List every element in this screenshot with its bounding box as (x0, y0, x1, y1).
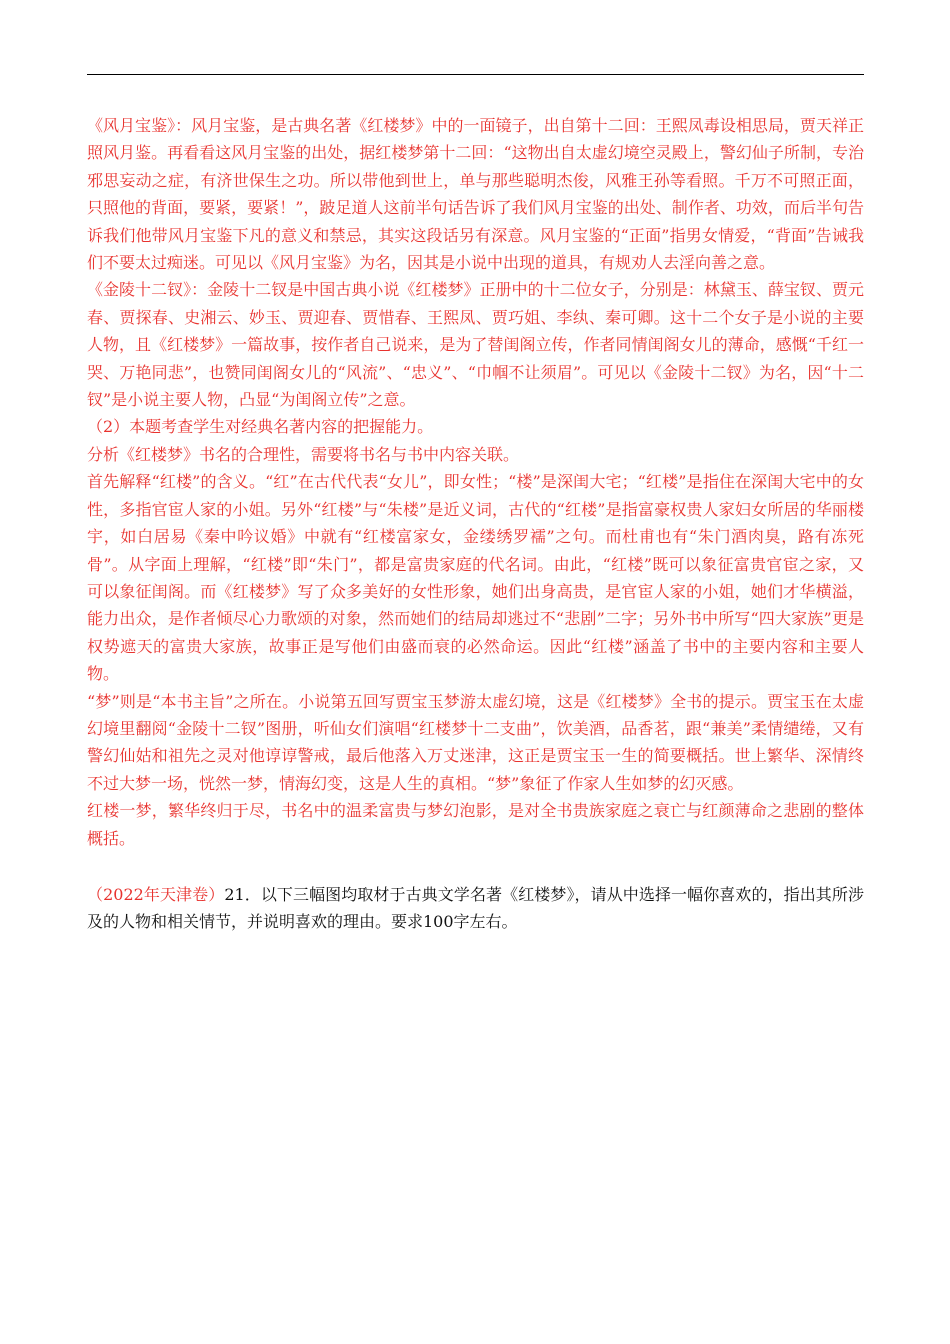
question-text: 21．以下三幅图均取材于古典文学名著《红楼梦》，请从中选择一幅你喜欢的，指出其所涉及的人物和相关情节，并说明喜欢的理由。要求100字左右。 (87, 884, 864, 932)
answer-paragraph-honglou-meaning: 首先解释“红楼”的含义。“红”在古代代表“女儿”，即女性；“楼”是深闺大宅；“红楼”是指住在深闺大宅中的女性，多指官宦人家的小姐。另外“红楼”与“朱楼”是近义词，古代的“红楼”是指富豪权贵人家妇女所居的华丽楼宇，如白居易《秦中吟议婚》中就有“红楼富家女，金缕绣罗襦”之句。而杜甫也有“朱门酒肉臭，路有冻死骨”。从字面上理解，“红楼”即“朱门”，都是富贵家庭的代名词。由此，“红楼”既可以象征富贵官宦之家，又可以象征闺阁。而《红楼梦》写了众多美好的女性形象，她们出身高贵，是官宦人家的小姐，她们才华横溢，能力出众，是作者倾尽心力歌颂的对象，然而她们的结局却逃过不“悲剧”二字；另外书中所写“四大家族”更是权势遮天的富贵大家族，故事正是写他们由盛而衰的必然命运。因此“红楼”涵盖了书中的主要内容和主要人物。 (87, 472, 864, 684)
answer-paragraph-meng-meaning: “梦”则是“本书主旨”之所在。小说第五回写贾宝玉梦游太虚幻境，这是《红楼梦》全书的提示。贾宝玉在太虚幻境里翻阅“金陵十二钗”图册，听仙女们演唱“红楼梦十二支曲”，饮美酒，品香茗，跟“兼美”柔情缱绻，又有警幻仙姑和祖先之灵对他谆谆警戒，最后他落入万丈迷津，这正是贾宝玉一生的简要概括。世上繁华、深情终不过大梦一场，恍然一梦，情海幻变，这是人生的真相。“梦”象征了作家人生如梦的幻灭感。 (87, 691, 864, 793)
document-body (87, 112, 864, 936)
answer-paragraph-analysis-intro: 分析《红楼梦》书名的合理性，需要将书名与书中内容关联。 (87, 444, 520, 464)
question-source: （2022年天津卷） (87, 884, 225, 904)
answer-paragraph-fengyue-baojian: 《风月宝鉴》：风月宝鉴，是古典名著《红楼梦》中的一面镜子，出自第十二回：王熙凤毒设相思局，贾天祥正照风月鉴。再看看这风月宝鉴的出处，据红楼梦第十二回：“这物出自太虚幻境空灵殿上，警幻仙子所制，专治邪思妄动之症，有济世保生之功。所以带他到世上，单与那些聪明杰俊，风雅王孙等看照。千万不可照正面，只照他的背面，要紧，要紧！”，跛足道人这前半句话告诉了我们风月宝鉴的出处、制作者、功效，而后半句告诉我们他带风月宝鉴下凡的意义和禁忌，其实这段话另有深意。风月宝鉴的“正面”指男女情爱，“背面”告诫我们不要太过痴迷。可见以《风月宝鉴》为名，因其是小说中出现的道具，有规劝人去淫向善之意。 (87, 116, 864, 273)
answer-paragraph-part-2-intro: （2）本题考查学生对经典名著内容的把握能力。 (87, 417, 434, 437)
answer-paragraph-jinling-shier-chai: 《金陵十二钗》：金陵十二钗是中国古典小说《红楼梦》正册中的十二位女子，分别是：林黛玉、薛宝钗、贾元春、贾探春、史湘云、妙玉、贾迎春、贾惜春、王熙凤、贾巧姐、李纨、秦可卿。这十二个女子是小说的主要人物，且《红楼梦》一篇故事，按作者自己说来，是为了替闺阁立传，作者同情闺阁女儿的薄命，感慨“千红一哭、万艳同悲”，也赞同闺阁女儿的“风流”、“忠义”、“巾帼不让须眉”。可见以《金陵十二钗》为名，因“十二钗”是小说主要人物，凸显“为闺阁立传”之意。 (87, 280, 864, 410)
header-rule (87, 74, 864, 75)
answer-paragraph-conclusion: 红楼一梦，繁华终归于尽，书名中的温柔富贵与梦幻泡影，是对全书贵族家庭之衰亡与红颜薄命之悲剧的整体概括。 (87, 801, 864, 848)
question-21 (87, 881, 864, 936)
